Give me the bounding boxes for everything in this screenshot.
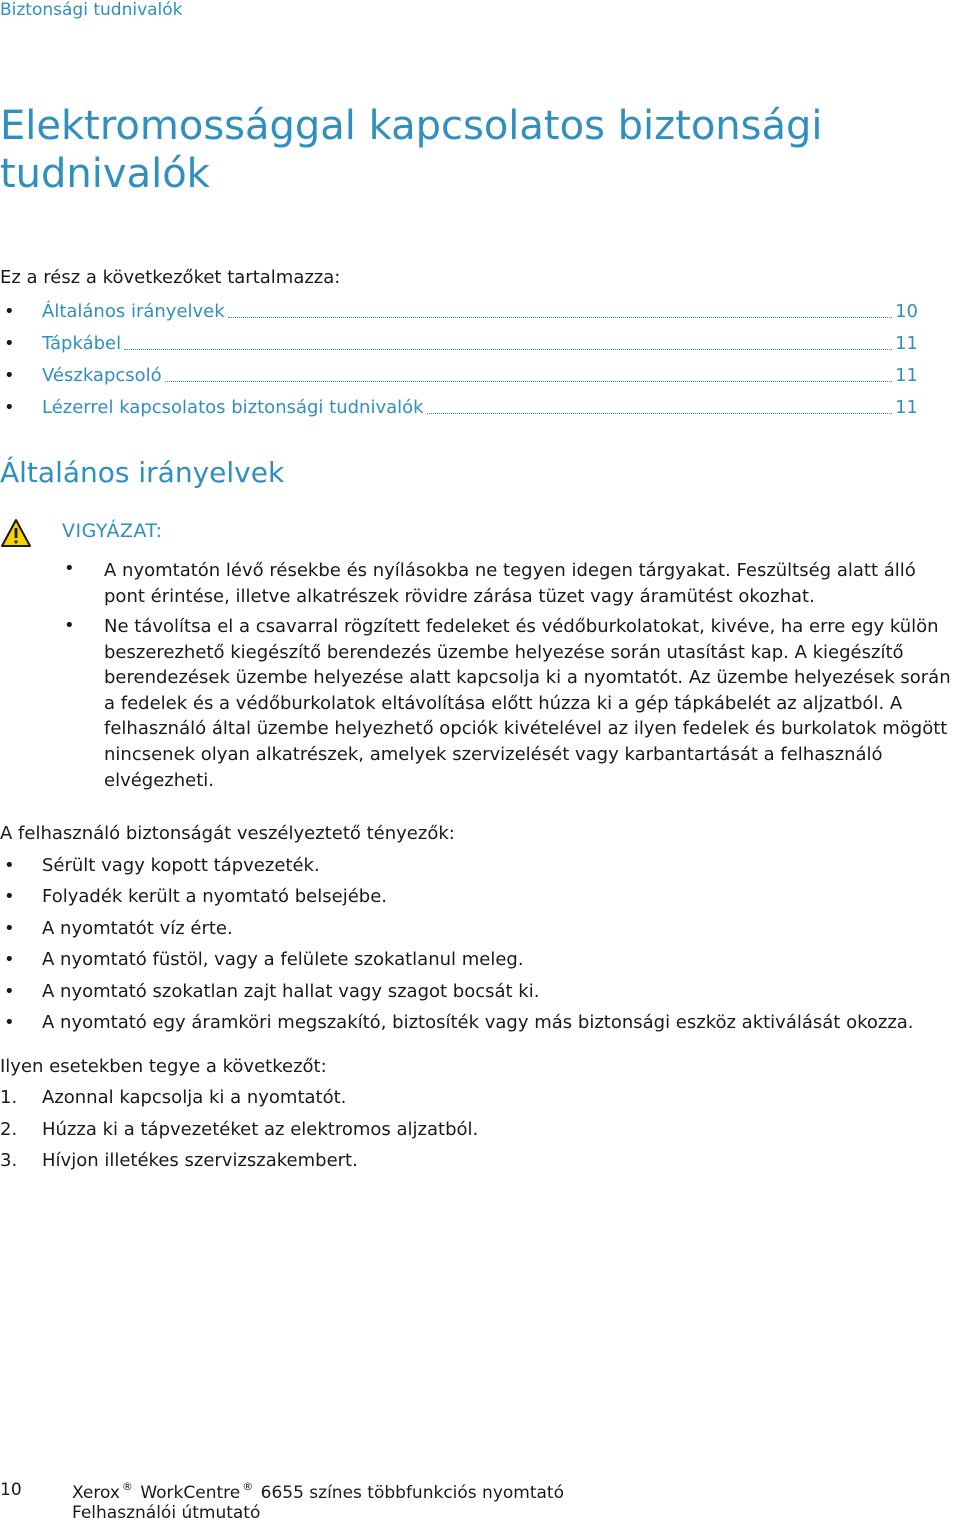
- bullet-dot: •: [4, 301, 15, 322]
- warning-item: Ne távolítsa el a csavarral rögzített fedeleket és védőburkolatokat, kivéve, ha erre egy külön beszerezhető kiegészítő berendezés üzembe helyezése során utasítást kap. A kiegészítő berendezések üzembe helyezése alatt kapcsolja ki a nyomtatót. Az üzembe helyezések során a fedelek és a védőburkolatok eltávolítása előtt húzza ki a gép tápkábelét az aljzatból. A felhasználó által üzembe helyezhető opciók kivételével az ilyen fedelek és burkolatok mögött nincsenek olyan alkatrészek, amelyek szervizelését vagy karbantartását a felhasználó elvégezheti.: [104, 616, 951, 791]
- bullet-dot: •: [4, 1012, 15, 1033]
- toc-item-altalanos[interactable]: [0, 298, 940, 326]
- bullet-dot: •: [64, 615, 75, 636]
- warning-triangle-icon: [0, 518, 32, 548]
- toc-item-page: 11: [895, 397, 918, 418]
- toc-item-label: Tápkábel: [42, 333, 122, 354]
- running-header: Biztonsági tudnivalók: [0, 0, 183, 20]
- page-title: Elektromossággal kapcsolatos biztonsági tudnivalók: [0, 103, 823, 197]
- steps-intro: Ilyen esetekben tegye a következőt:: [0, 1056, 327, 1077]
- toc-item-lezer[interactable]: [0, 394, 940, 422]
- bullet-dot: •: [4, 918, 15, 939]
- toc-item-page: 10: [895, 301, 918, 322]
- toc-leader-dots: [124, 330, 892, 350]
- bullet-dot: •: [4, 333, 15, 354]
- toc-leader-dots: [427, 394, 893, 414]
- toc-item-page: 11: [895, 333, 918, 354]
- bullet-dot: •: [64, 558, 75, 579]
- section-title: Általános irányelvek: [0, 456, 285, 489]
- footer-guide-title: Felhasználói útmutató: [72, 1503, 261, 1523]
- bullet-dot: •: [4, 949, 15, 970]
- footer-page-number: 10: [0, 1480, 22, 1500]
- toc-leader-dots: [165, 362, 892, 382]
- bullet-dot: •: [4, 886, 15, 907]
- toc-leader-dots: [228, 298, 892, 318]
- warning-label: VIGYÁZAT:: [62, 520, 163, 542]
- warning-item: A nyomtatón lévő résekbe és nyílásokba ne tegyen idegen tárgyakat. Feszültség alatt álló pont érintése, illetve alkatrészek rövidre zárása tüzet vagy áramütést okozhat.: [104, 560, 916, 607]
- bullet-dot: •: [4, 365, 15, 386]
- toc-item-label: Lézerrel kapcsolatos biztonsági tudnivalók: [42, 397, 424, 418]
- toc-intro: Ez a rész a következőket tartalmazza:: [0, 267, 341, 288]
- toc-item-page: 11: [895, 365, 918, 386]
- toc-item-veszkapcsolo[interactable]: [0, 362, 940, 390]
- bullet-dot: •: [4, 855, 15, 876]
- bullet-dot: •: [4, 981, 15, 1002]
- footer-product: Xerox ® WorkCentre ® 6655 színes többfunkciós nyomtató: [72, 1480, 564, 1503]
- toc-item-label: Általános irányelvek: [42, 301, 225, 322]
- toc-item-tapkabel[interactable]: [0, 330, 940, 358]
- bullet-dot: •: [4, 397, 15, 418]
- risks-intro: A felhasználó biztonságát veszélyeztető tényezők:: [0, 823, 455, 844]
- toc-item-label: Vészkapcsoló: [42, 365, 162, 386]
